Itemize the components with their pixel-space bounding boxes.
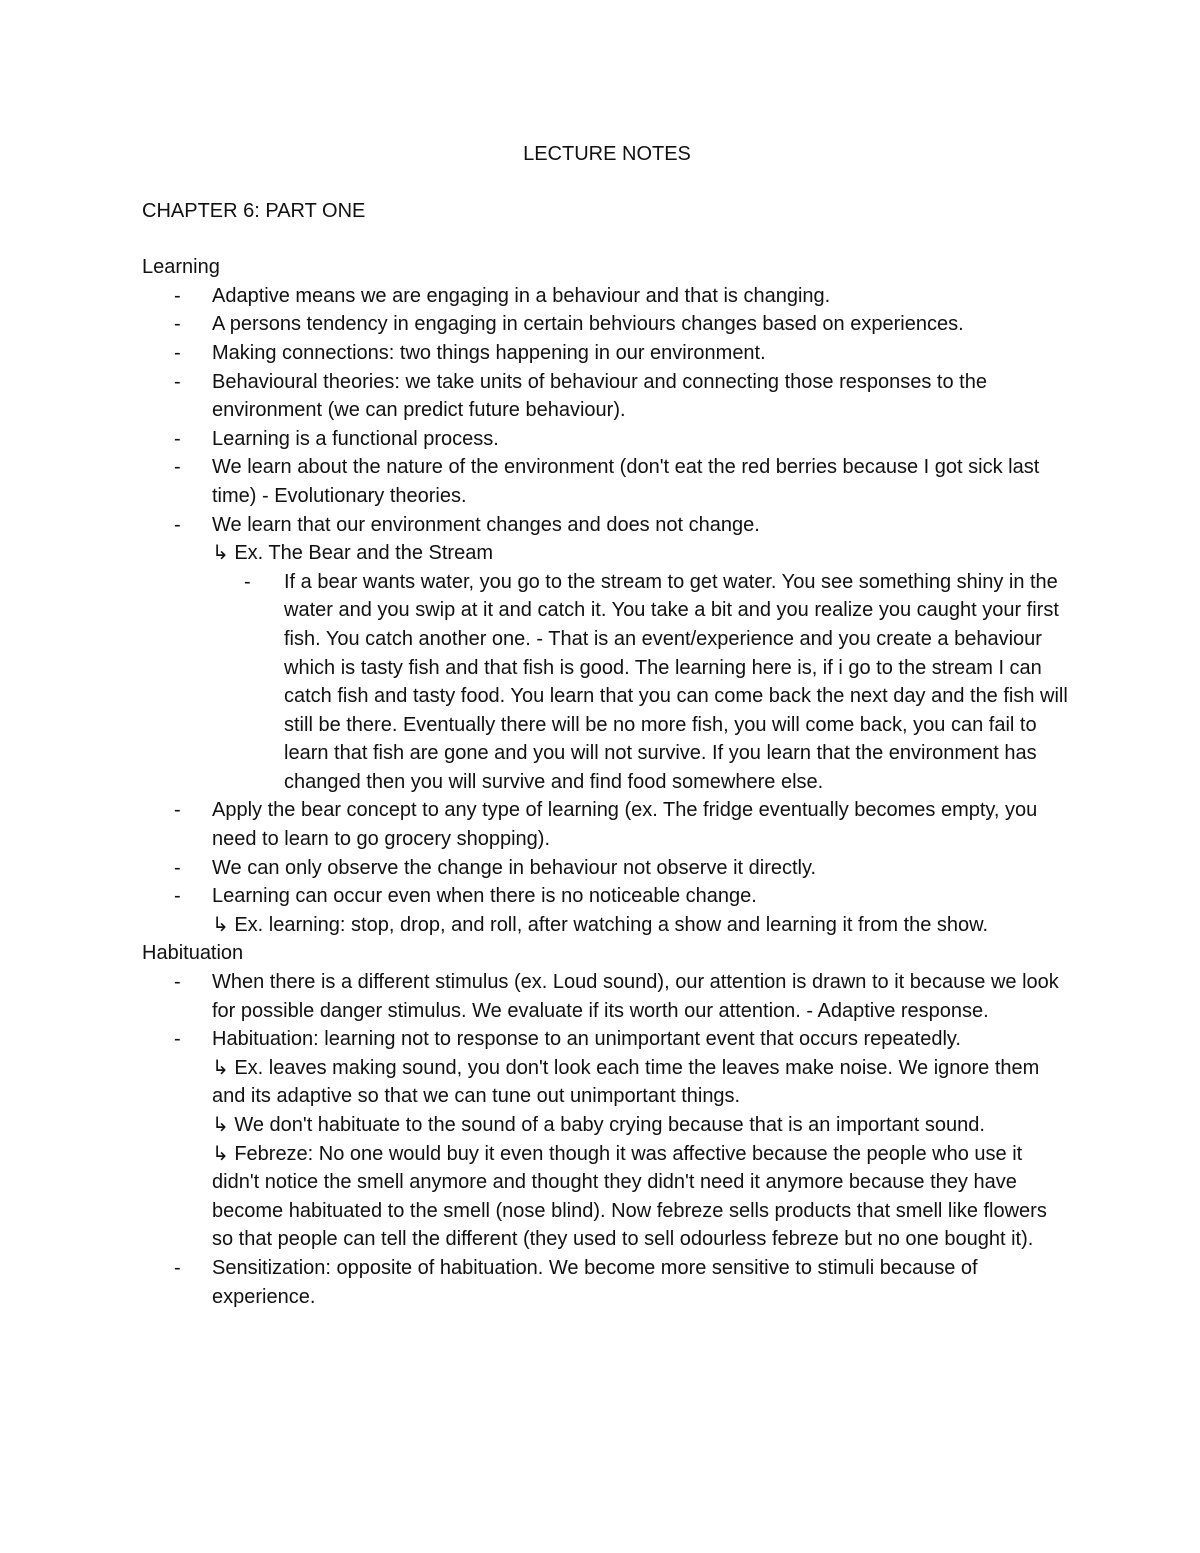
- list-item-text: Sensitization: opposite of habituation. We become more sensitive to stimuli because of experience.: [212, 1256, 978, 1308]
- list-item: [142, 425, 1072, 454]
- list-item: [142, 368, 1072, 425]
- bullet-dash: -: [174, 885, 181, 908]
- list-item: [142, 854, 1072, 883]
- bullet-dash: -: [174, 971, 181, 994]
- bullet-dash: -: [174, 427, 181, 450]
- list-item-text: Adaptive means we are engaging in a behaviour and that is changing.: [212, 284, 831, 307]
- habituation-list: [142, 968, 1072, 1311]
- bullet-dash: -: [174, 341, 181, 364]
- list-item-text: Apply the bear concept to any type of learning (ex. The fridge eventually becomes empty, you need to learn to go grocery shopping).: [212, 799, 1038, 851]
- list-item: [142, 511, 1072, 797]
- nested-list-item: [212, 568, 1072, 797]
- list-item-text: Behavioural theories: we take units of behaviour and connecting those responses to the environment (we can predict future behaviour).: [212, 370, 987, 422]
- habituation-example-febreze: ↳ Febreze: No one would buy it even though it was affective because the people who use it didn't notice the smell anymore and thought they didn't need it anymore because they have become habituated to the smell (nose blind). Now febreze sells products that smell like flowers so that people can tell the different (they used to sell odourless febreze but no one bought it).: [212, 1142, 1047, 1251]
- list-item: [142, 1254, 1072, 1311]
- habituation-example-leaves: ↳ Ex. leaves making sound, you don't look each time the leaves make noise. We ignore them and its adaptive so that we can tune out unimportant things.: [212, 1056, 1040, 1108]
- list-item-text: A persons tendency in engaging in certain behviours changes based on experiences.: [212, 313, 964, 336]
- list-item: [142, 796, 1072, 853]
- list-item-text: We learn that our environment changes and does not change.: [212, 513, 760, 536]
- stop-drop-example: ↳ Ex. learning: stop, drop, and roll, after watching a show and learning it from the show.: [212, 913, 989, 936]
- bullet-dash: -: [174, 313, 181, 336]
- habituation-example-baby: ↳ We don't habituate to the sound of a baby crying because that is an important sound.: [212, 1114, 985, 1136]
- bullet-dash: -: [174, 856, 181, 879]
- section-heading-habituation: Habituation: [142, 942, 244, 965]
- chapter-heading: CHAPTER 6: PART ONE: [142, 199, 366, 222]
- bullet-dash: -: [174, 513, 181, 536]
- list-item-text: When there is a different stimulus (ex. Loud sound), our attention is drawn to it because we look for possible danger stimulus. We evaluate if its worth our attention. - Adaptive response.: [212, 971, 1059, 1022]
- list-item-text: We learn about the nature of the environment (don't eat the red berries because I got sick last time) - Evolutionary theories.: [212, 456, 1040, 507]
- bullet-dash: -: [174, 1028, 181, 1051]
- list-item-text: Making connections: two things happening in our environment.: [212, 341, 766, 364]
- list-item-text: Habituation: learning not to response to an unimportant event that occurs repeatedly.: [212, 1028, 961, 1051]
- list-item: [142, 310, 1072, 339]
- list-item: [142, 1025, 1072, 1254]
- document-page: [142, 140, 1072, 1311]
- bullet-dash: -: [244, 570, 251, 593]
- learning-list: [142, 282, 1072, 940]
- bullet-dash: -: [174, 1256, 181, 1279]
- list-item: [142, 339, 1072, 368]
- list-item: [142, 453, 1072, 510]
- section-heading-learning: Learning: [142, 256, 220, 279]
- bullet-dash: -: [174, 799, 181, 822]
- list-item: [142, 882, 1072, 939]
- bullet-dash: -: [174, 370, 181, 393]
- bullet-dash: -: [174, 456, 181, 479]
- bear-example-list: [212, 568, 1072, 797]
- list-item-text: Learning is a functional process.: [212, 427, 499, 450]
- list-item: [142, 282, 1072, 311]
- bear-example-label: ↳ Ex. The Bear and the Stream: [212, 542, 493, 565]
- list-item-text: We can only observe the change in behaviour not observe it directly.: [212, 856, 817, 879]
- bear-example-detail: If a bear wants water, you go to the stream to get water. You see something shiny in the water and you swip at it and catch it. You take a bit and you realize you caught your first fish. You catch another one. - That is an event/experience and you create a behaviour which is tasty fish and that fish is good. The learning here is, if i go to the stream I can catch fish and tasty food. You learn that you can come back the next day and the fish will still be there. Eventually there will be no more fish, you will come back, you can fail to learn that fish are gone and you will not survive. If you learn that the environment has changed then you will survive and find food somewhere else.: [284, 570, 1068, 793]
- list-item-text: Learning can occur even when there is no noticeable change.: [212, 885, 757, 908]
- document-title: LECTURE NOTES: [523, 143, 691, 165]
- bullet-dash: -: [174, 284, 181, 307]
- list-item: [142, 968, 1072, 1025]
